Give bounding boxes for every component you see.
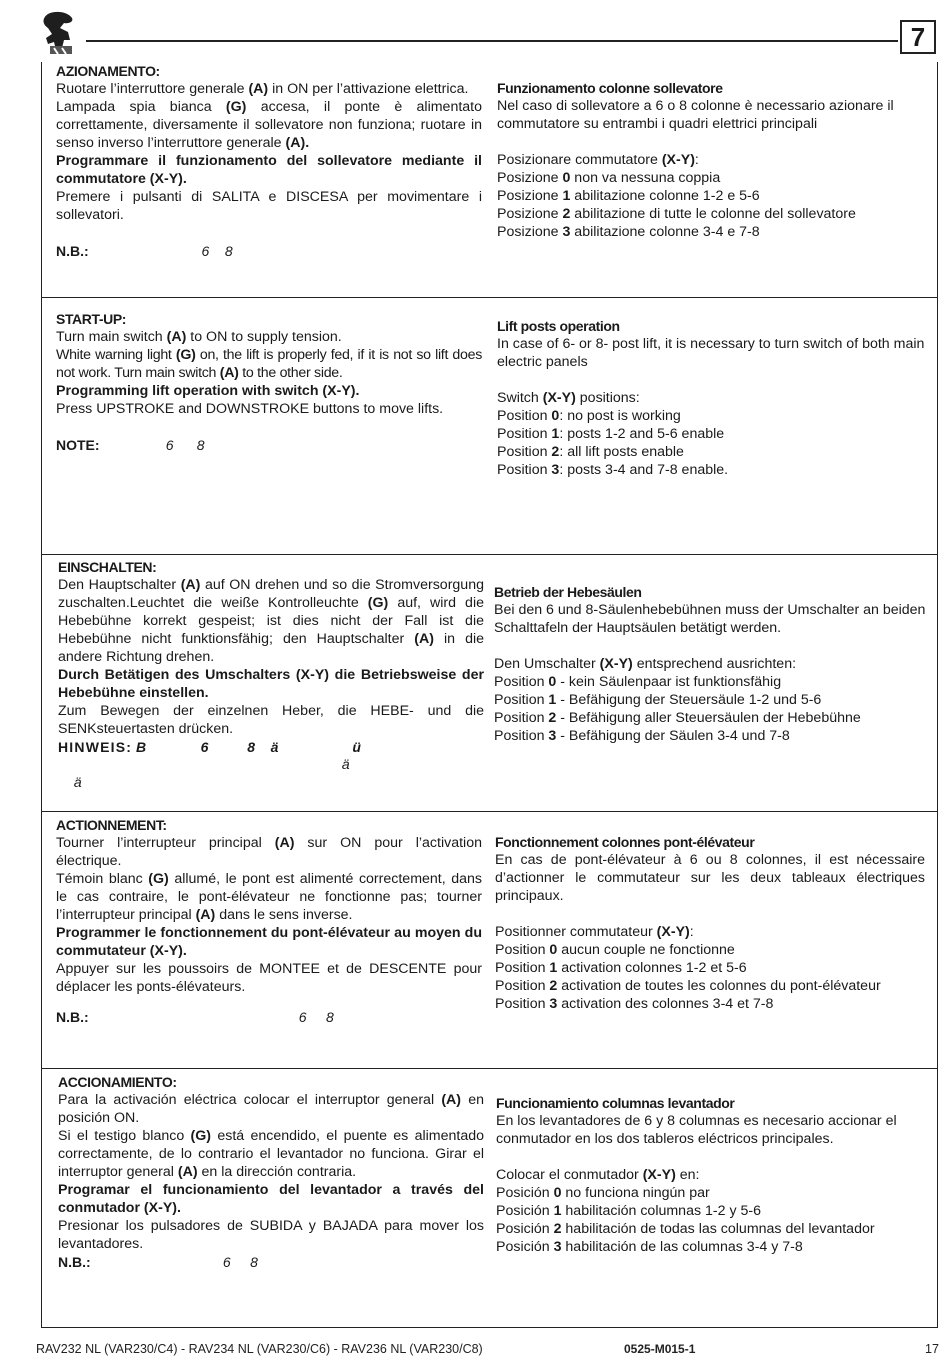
section-en-right [497, 317, 927, 479]
position-item: Posizione 3 abilitazione colonne 3-4 e 7-8 [497, 224, 760, 240]
section-es-left [58, 1073, 484, 1271]
position-list [497, 407, 927, 479]
position-item: Posizione 0 non va nessuna coppia [497, 170, 721, 186]
note-line: N.B.: 6 8 [58, 1254, 258, 1270]
paragraph-bold: Programming lift operation with switch (X-Y). [56, 383, 360, 399]
section-title: ACCIONAMIENTO: [58, 1074, 177, 1090]
paragraph: Lampada spia bianca (G) accesa, il ponte è alimentato correttamente, diversamente il sollevatore non funziona; ruotare in senso inverso l’interruttore generale (A). [56, 99, 482, 151]
paragraph: Tourner l’interrupteur principal (A) sur ON pour l’activation électrique. [56, 835, 482, 869]
paragraph-bold: Programmer le fonctionnement du pont-élévateur au moyen du commutateur (X-Y). [56, 925, 482, 959]
position-list [494, 673, 930, 745]
section-divider [41, 297, 938, 298]
footer-page-number: 17 [925, 1342, 939, 1356]
paragraph: Premere i pulsanti di SALITA e DISCESA per movimentare i sollevatori. [56, 189, 482, 223]
position-item: Position 3: posts 3-4 and 7-8 enable. [497, 462, 729, 478]
paragraph-bold: Durch Betätigen des Umschalters (X-Y) die Betriebsweise der Hebebühne einstellen. [58, 667, 484, 701]
switch-line: Switch (X-Y) positions: [497, 390, 640, 406]
section-divider [41, 811, 938, 812]
frame-right-border [937, 62, 938, 1328]
position-item: Position 2 - Befähigung aller Steuersäulen der Hebebühne [494, 710, 861, 726]
switch-line: Colocar el conmutador (X-Y) en: [496, 1167, 700, 1183]
paragraph: Para la activación eléctrica colocar el interruptor general (A) en posición ON. [58, 1092, 484, 1126]
paragraph: Press UPSTROKE and DOWNSTROKE buttons to move lifts. [56, 401, 444, 417]
paragraph: Den Hauptschalter (A) auf ON drehen und so die Stromversorgung zuschalten.Leuchtet die weiße Kontrolleuchte (G) auf, wird die Hebebühne korrekt gespeist; ist dies nicht der Fall ist die Hebebühne nicht funktionsfähig; den Hauptschalter (A) in die andere Richtung drehen. [58, 577, 485, 665]
paragraph: Appuyer sur les poussoirs de MONTEE et de DESCENTE pour déplacer les ponts-élévateurs. [56, 961, 482, 995]
paragraph-bold: Programmare il funzionamento del sollevatore mediante il commutatore (X-Y). [56, 153, 482, 187]
section-divider [41, 554, 938, 555]
note-line: ä [58, 775, 82, 791]
position-item: Position 0: no post is working [497, 408, 681, 424]
paragraph: In case of 6- or 8- post lift, it is necessary to turn switch of both main electric panels [497, 336, 925, 370]
section-it-right [497, 79, 927, 241]
paragraph: Ruotare l’interruttore generale (A) in ON per l’attivazione elettrica. [56, 81, 469, 97]
position-list [496, 1184, 926, 1256]
position-item: Position 0 aucun couple ne fonctionne [495, 942, 735, 958]
section-title: ACTIONNEMENT: [56, 817, 167, 833]
position-list [495, 941, 925, 1013]
subsection-title: Betrieb der Hebesäulen [494, 584, 642, 600]
section-en-left [56, 310, 482, 454]
position-item: Posición 2 habilitación de todas las columnas del levantador [496, 1221, 875, 1237]
section-de-left [58, 558, 484, 792]
chapter-number-box: 7 [900, 20, 936, 54]
paragraph: En los levantadores de 6 y 8 columnas es necesario accionar el conmutador en los dos tableros eléctricos principales. [496, 1113, 897, 1147]
subsection-title: Lift posts operation [497, 318, 620, 334]
position-item: Position 3 activation des colonnes 3-4 et 7-8 [495, 996, 774, 1012]
switch-line: Positionner commutateur (X-Y): [495, 924, 694, 940]
frame-bottom-border [41, 1327, 938, 1328]
position-item: Posizione 1 abilitazione colonne 1-2 e 5-6 [497, 188, 760, 204]
position-item: Position 2: all lift posts enable [497, 444, 684, 460]
section-divider [41, 1068, 938, 1069]
frame-left-border [41, 62, 42, 1328]
section-fr-left [56, 816, 482, 1026]
position-item: Position 1 - Befähigung der Steuersäule 1-2 und 5-6 [494, 692, 822, 708]
subsection-title: Fonctionnement colonnes pont-élévateur [495, 834, 755, 850]
note-line: N.B.: 6 8 [56, 1009, 334, 1025]
paragraph: Presionar los pulsadores de SUBIDA y BAJADA para mover los levantadores. [58, 1218, 484, 1252]
paragraph: En cas de pont-élévateur à 6 ou 8 colonnes, il est nécessaire d’actionner le commutateur sur les deux tableaux électriques principaux. [495, 852, 925, 904]
note-line: ä [58, 757, 350, 773]
note-line: NOTE: 6 8 [56, 437, 205, 453]
subsection-title: Funcionamiento columnas levantador [496, 1095, 735, 1111]
section-de-right [494, 583, 930, 745]
position-item: Position 1: posts 1-2 and 5-6 enable [497, 426, 725, 442]
paragraph: Zum Bewegen der einzelnen Heber, die HEBE- und die SENKsteuertasten drücken. [58, 703, 484, 737]
section-it-left [56, 62, 482, 260]
paragraph-bold: Programar el funcionamiento del levantador a través del conmutador (X-Y). [58, 1182, 484, 1216]
position-item: Posición 3 habilitación de las columnas 3-4 y 7-8 [496, 1239, 803, 1255]
footer-models: RAV232 NL (VAR230/C4) - RAV234 NL (VAR230/C6) - RAV236 NL (VAR230/C8) [36, 1342, 483, 1356]
position-item: Position 1 activation colonnes 1-2 et 5-6 [495, 960, 747, 976]
paragraph: Nel caso di sollevatore a 6 o 8 colonne è necessario azionare il commutatore su entrambi i quadri elettrici principali [497, 98, 894, 132]
paragraph: White warning light (G) on, the lift is properly fed, if it is not so lift does not work. Turn main switch (A) to the other side. [56, 347, 482, 381]
paragraph: Si el testigo blanco (G) está encendido, el puente es alimentado correctamente, de lo contrario el levantador no funciona. Girar el interruptor general (A) en la dirección contraria. [58, 1128, 484, 1180]
position-item: Position 2 activation de toutes les colonnes du pont-élévateur [495, 978, 881, 994]
section-title: START-UP: [56, 311, 127, 327]
subsection-title: Funzionamento colonne sollevatore [497, 80, 723, 96]
section-title: EINSCHALTEN: [58, 559, 157, 575]
position-list [497, 169, 927, 241]
position-item: Posizione 2 abilitazione di tutte le colonne del sollevatore [497, 206, 856, 222]
manufacturer-logo-icon [38, 10, 82, 58]
section-es-right [496, 1094, 926, 1256]
section-title: AZIONAMENTO: [56, 63, 160, 79]
paragraph: Bei den 6 und 8-Säulenhebebühnen muss der Umschalter an beiden Schalttafeln der Hauptsäulen betätigt werden. [494, 602, 926, 636]
switch-line: Posizionare commutatore (X-Y): [497, 152, 699, 168]
note-line: N.B.: 6 8 [56, 243, 233, 259]
position-item: Posición 0 no funciona ningún par [496, 1185, 710, 1201]
position-item: Position 3 - Befähigung der Säulen 3-4 und 7-8 [494, 728, 790, 744]
section-fr-right [495, 833, 925, 1013]
position-item: Posición 1 habilitación columnas 1-2 y 5-6 [496, 1203, 761, 1219]
position-item: Position 0 - kein Säulenpaar ist funktionsfähig [494, 674, 782, 690]
paragraph: Turn main switch (A) to ON to supply tension. [56, 329, 342, 345]
paragraph: Témoin blanc (G) allumé, le pont est alimenté correctement, dans le cas contraire, le pont-élévateur ne fonctionne pas; tourner l’interrupteur principal (A) dans le sens inverse. [56, 871, 482, 923]
header-rule [86, 40, 898, 42]
footer-doc-code: 0525-M015-1 [624, 1342, 696, 1356]
switch-line: Den Umschalter (X-Y) entsprechend ausrichten: [494, 656, 797, 672]
note-line: HINWEIS: B 6 8 ä ü [58, 739, 361, 755]
